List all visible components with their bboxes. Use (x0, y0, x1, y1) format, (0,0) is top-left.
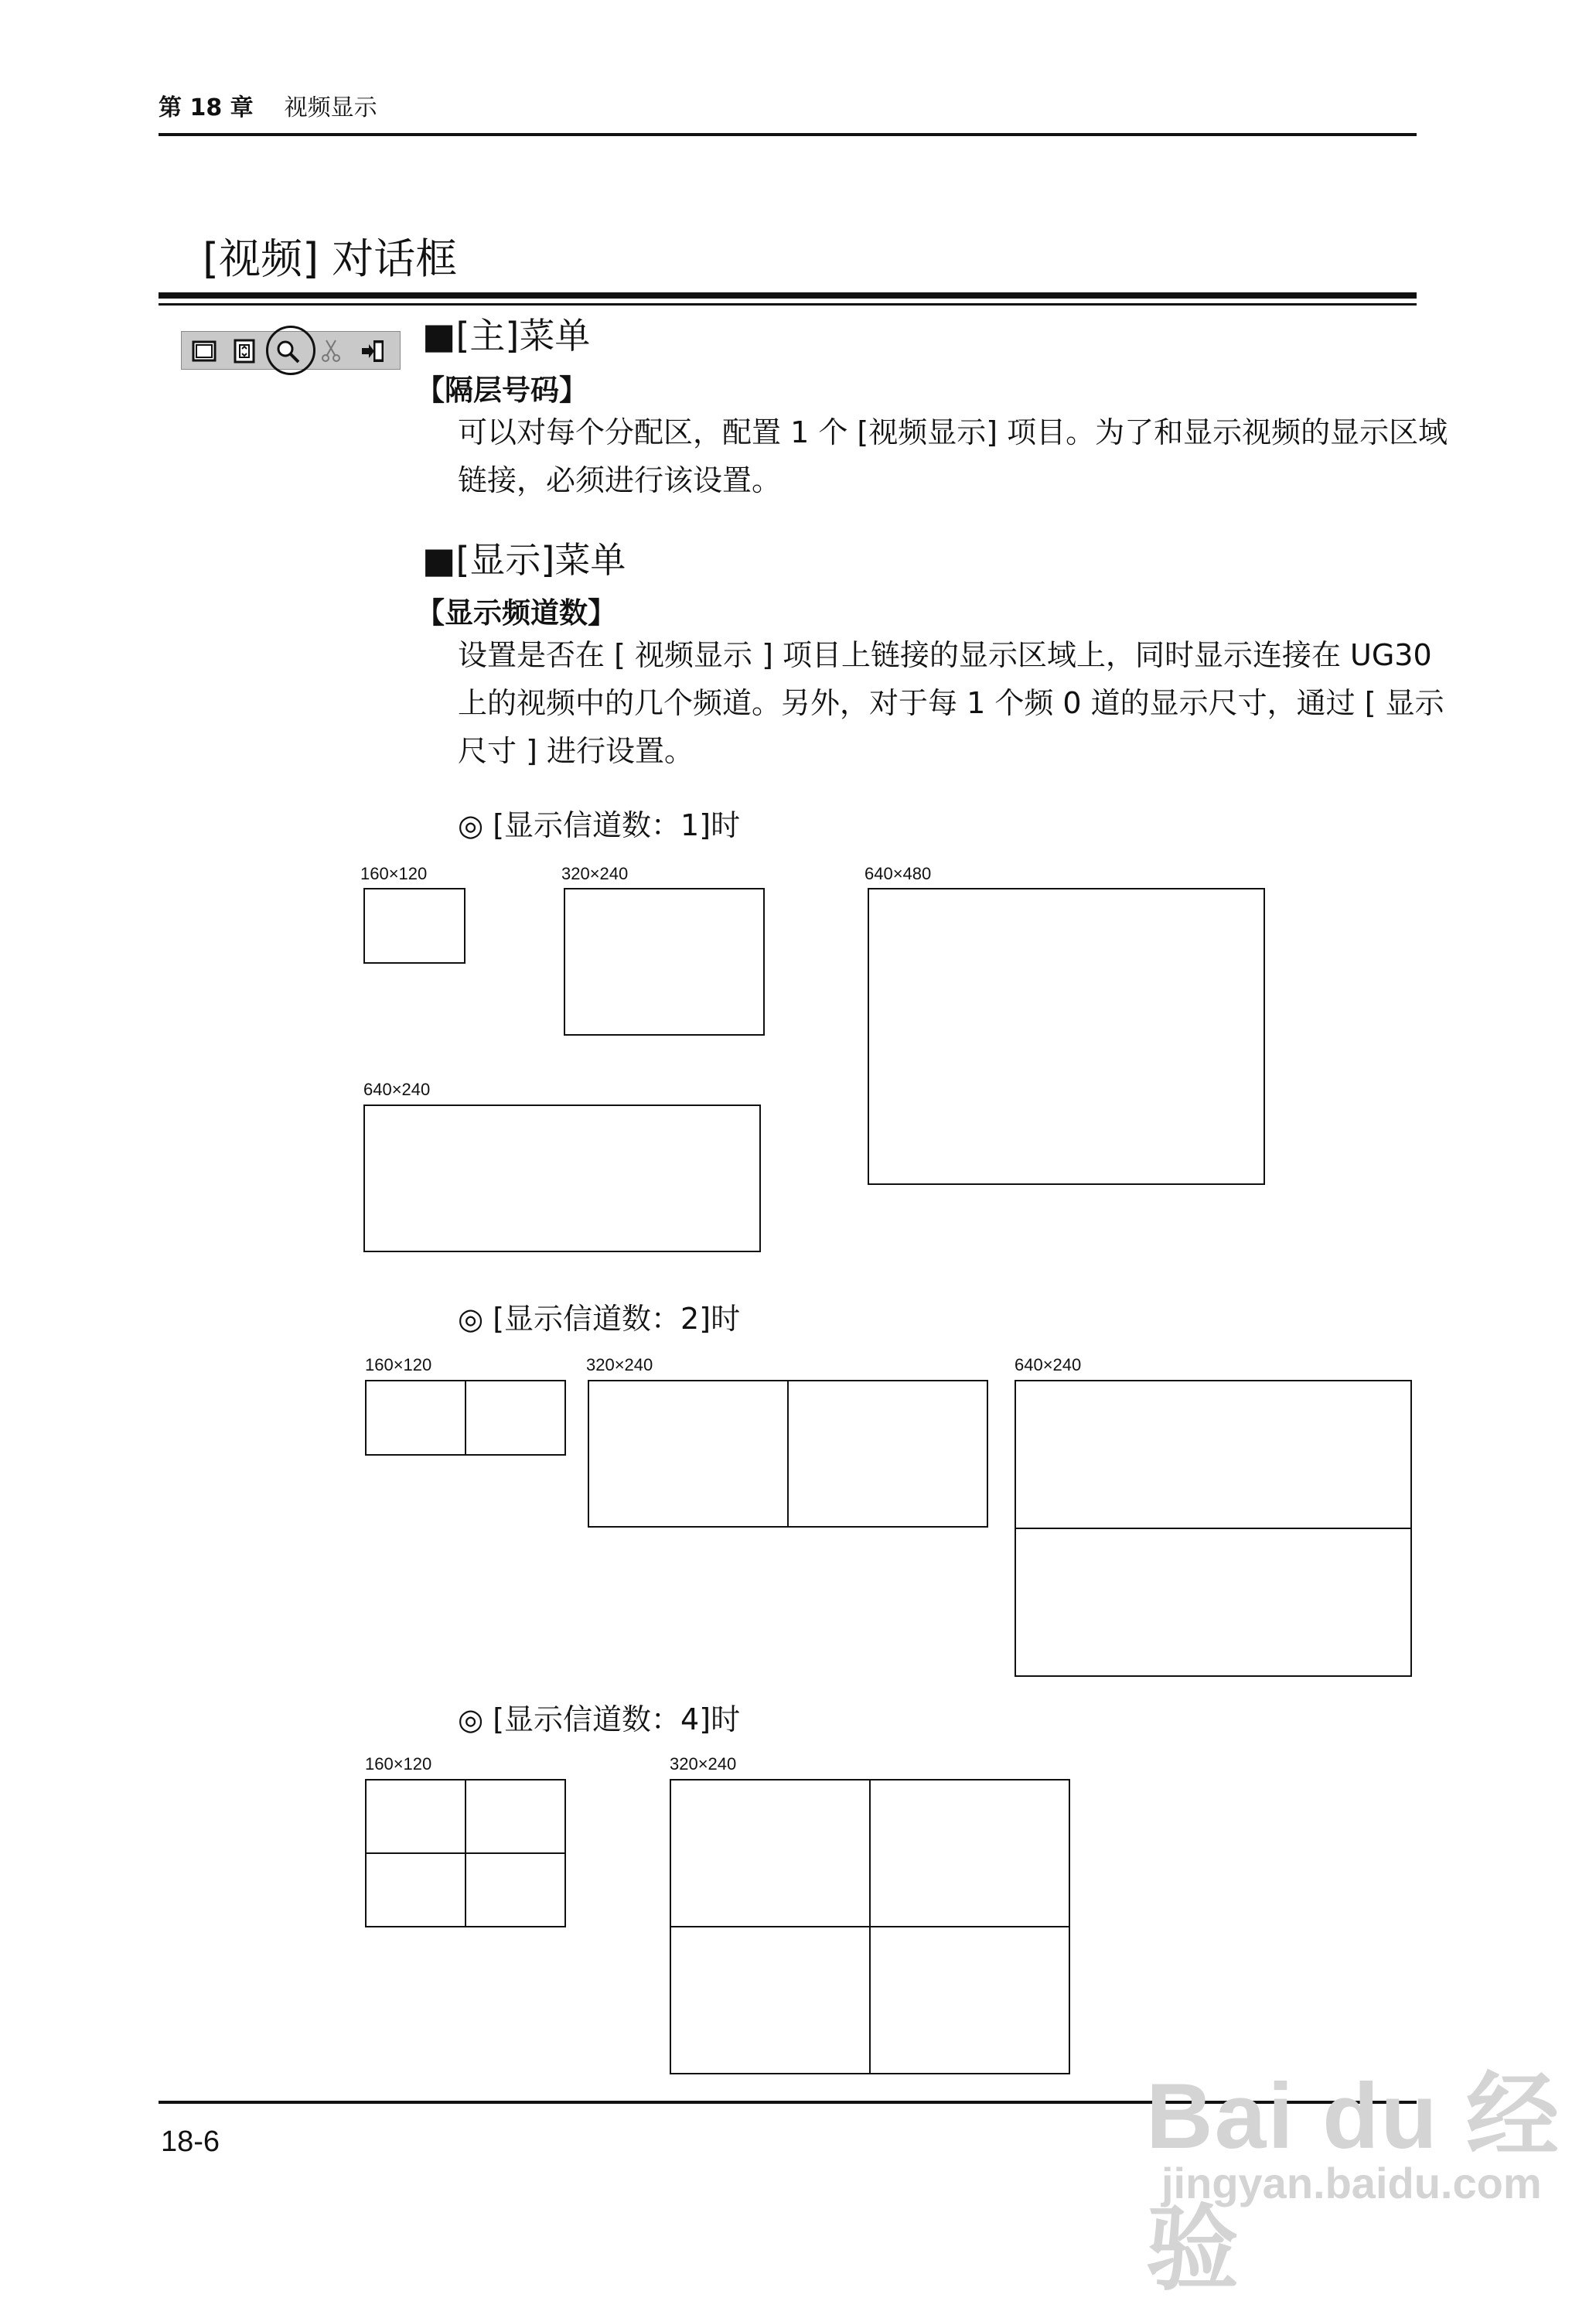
property-icon[interactable] (231, 338, 257, 364)
page-number: 18-6 (161, 2125, 220, 2158)
main-menu-text: 可以对每个分配区，配置 1 个 [视频显示] 项目。为了和显示视频的显示区域链接，必须进行该设置。 (458, 415, 1448, 497)
display-menu-heading: ■[显示]菜单 (422, 539, 626, 581)
page-title: [视频] 对话框 (203, 234, 458, 283)
caption-ch1: ◎ [显示信道数：1]时 (458, 808, 741, 842)
watermark-logo: Bai du 经验 (1146, 2064, 1561, 2301)
window-icon[interactable] (191, 338, 217, 364)
size-label: 320×240 (670, 1754, 737, 1774)
size-label: 160×120 (365, 1355, 432, 1374)
channel-divider (1015, 1528, 1412, 1529)
chapter-section: 视频显示 (284, 94, 377, 121)
display-menu-text: 设置是否在 [ 视频显示 ] 项目上链接的显示区域上，同时显示连接在 UG30 上的视频中的几个频道。另外，对于每 1 个频 0 道的显示尺寸，通过 [ 显示尺寸 ] 进行设置。 (458, 638, 1444, 768)
highlight-circle (266, 326, 315, 375)
header-rule (159, 133, 1417, 136)
preview-box (363, 888, 466, 964)
channel-divider (365, 1852, 566, 1854)
main-menu-heading: ■[主]菜单 (422, 315, 591, 357)
preview-box (564, 888, 765, 1036)
size-label: 320×240 (586, 1355, 653, 1374)
caption-ch4: ◎ [显示信道数：4]时 (458, 1702, 741, 1736)
size-label: 640×240 (363, 1080, 431, 1099)
size-label: 320×240 (561, 864, 629, 883)
channel-divider (670, 1926, 1070, 1927)
size-label: 160×120 (365, 1754, 432, 1774)
size-label: 640×480 (864, 864, 932, 883)
size-label: 640×240 (1015, 1355, 1082, 1374)
exit-icon[interactable] (360, 338, 386, 364)
title-rule-thick (159, 292, 1417, 299)
caption-ch2: ◎ [显示信道数：2]时 (458, 1302, 741, 1336)
channel-divider (465, 1380, 466, 1456)
title-rule-thin (159, 303, 1417, 306)
size-label: 160×120 (360, 864, 428, 883)
display-menu-subheading: 【显示频道数】 (416, 596, 616, 630)
preview-box (363, 1104, 761, 1252)
cut-icon[interactable] (318, 338, 344, 364)
main-menu-subheading: 【隔层号码】 (416, 374, 588, 407)
watermark-url: jingyan.baidu.com (1161, 2159, 1542, 2207)
chapter-header (159, 88, 377, 122)
preview-box (868, 888, 1265, 1185)
chapter-number: 第 18 章 (159, 94, 254, 121)
channel-divider (787, 1380, 789, 1528)
